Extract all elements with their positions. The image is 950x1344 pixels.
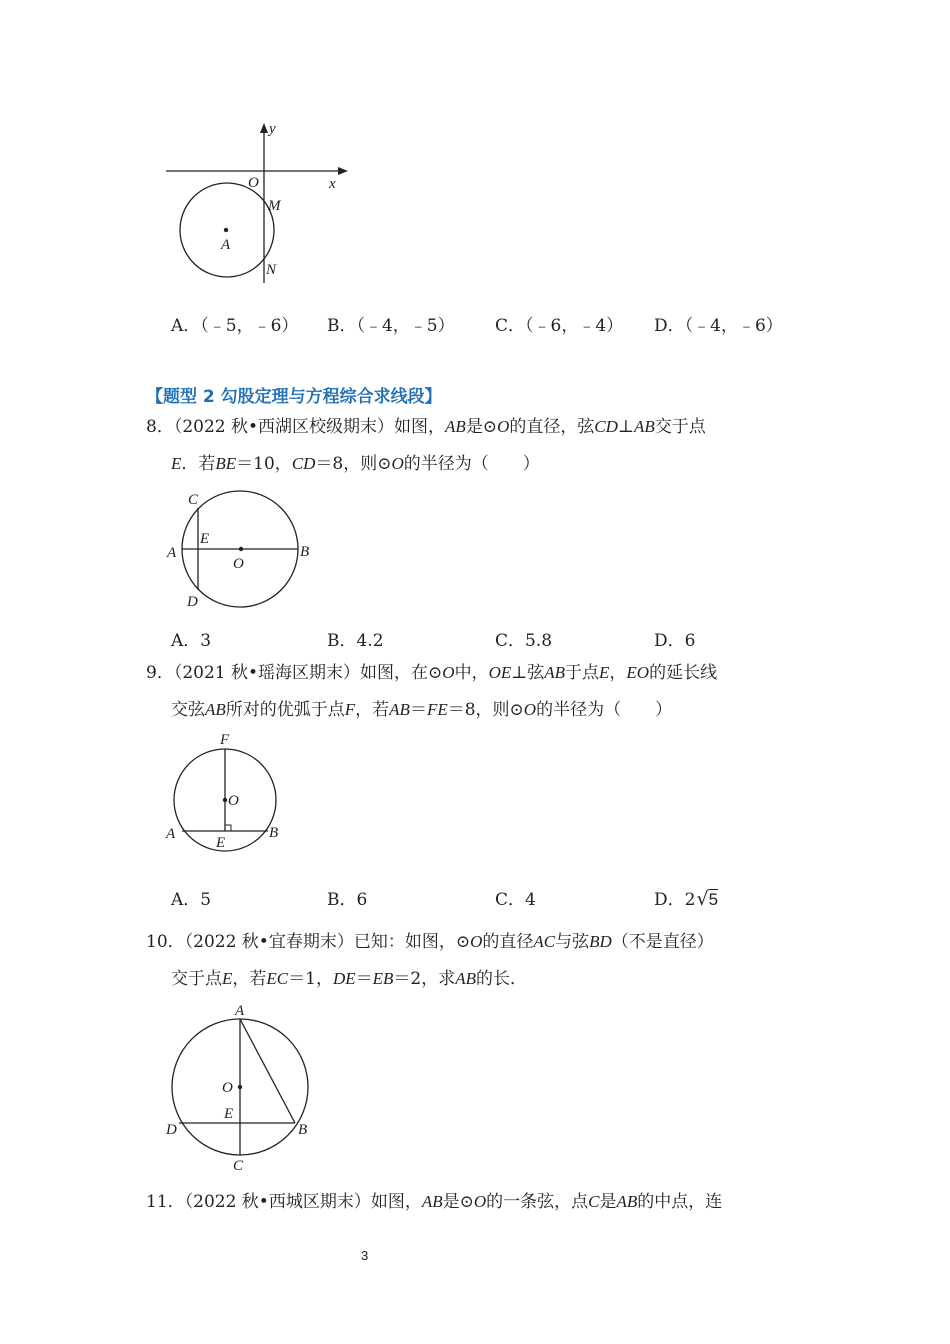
label-d: D: [166, 1122, 177, 1138]
segment-ab: [240, 1019, 295, 1123]
q9-option-a: A．5: [171, 890, 212, 910]
q8-var: CD: [594, 417, 618, 436]
label-b: B: [298, 1122, 308, 1138]
question-11-line-1: [146, 1191, 722, 1213]
right-angle-mark: [225, 825, 231, 831]
q11-number: 11．: [146, 1192, 185, 1212]
q9-option-c: C．4: [495, 890, 536, 910]
q8-var: O: [497, 417, 510, 436]
x-axis-arrow: [338, 167, 348, 175]
q10-text: ，若: [232, 969, 267, 989]
q9-text: 中，: [454, 663, 489, 683]
q8-var: O: [391, 454, 404, 473]
q9-var: OE: [488, 663, 512, 682]
sqrt-icon: √: [696, 888, 709, 910]
label-e: E: [200, 531, 210, 547]
q8-var: AB: [445, 417, 466, 436]
page-number: 3: [361, 1248, 369, 1263]
q10-number: 10．: [146, 932, 185, 952]
q7-option-c: C．（﹣6，﹣4）: [495, 316, 624, 336]
q10-text: 交于点: [171, 969, 222, 989]
q9-var: AB: [389, 700, 410, 719]
q10-var: E: [222, 969, 233, 988]
q9-option-d-radicand: 5: [708, 890, 719, 909]
label-a: A: [235, 1003, 245, 1019]
label-d: D: [187, 594, 198, 610]
q7-option-a: A．（﹣5，﹣6）: [171, 316, 299, 336]
figure-q9: [160, 728, 295, 853]
q8-var: CD: [291, 454, 316, 473]
q8-source: （2022 秋•西湖区校级期末）: [173, 417, 395, 437]
q9-text: ，若: [355, 700, 390, 720]
q8-text: 的半径为（ ）: [403, 454, 540, 474]
q10-var: O: [470, 932, 483, 951]
q9-var: O: [523, 700, 537, 719]
q8-option-b: B．4.2: [327, 631, 384, 651]
question-8-line-2: [171, 453, 540, 475]
label-m: M: [268, 198, 281, 214]
question-9-line-2: [171, 699, 672, 721]
q9-text: ⊥弦: [511, 663, 545, 683]
q9-var: AB: [205, 700, 226, 719]
q10-var: EC: [266, 969, 289, 988]
q11-var: O: [473, 1192, 487, 1211]
center-point-o: [239, 547, 243, 551]
label-f: F: [220, 732, 230, 748]
q9-option-d: [654, 885, 718, 910]
q7-option-d: D．（﹣4，﹣6）: [654, 316, 783, 336]
label-b: B: [300, 544, 310, 560]
q10-var: EB: [372, 969, 394, 988]
q9-text: ＝: [409, 700, 427, 720]
center-point-a: [224, 228, 228, 232]
question-9-line-1: [146, 662, 717, 684]
q8-text: ＝8，则⊙: [315, 454, 392, 474]
question-10-line-1: [146, 931, 714, 953]
q10-var: AB: [455, 969, 477, 988]
q10-text: 已知：如图，⊙: [353, 932, 471, 952]
label-a: A: [167, 545, 177, 561]
label-a: A: [166, 826, 176, 842]
q10-var: BD: [589, 932, 612, 951]
q9-text: ＝8，则⊙: [447, 700, 524, 720]
figure-q7: [160, 115, 360, 290]
q10-text: ＝: [355, 969, 373, 989]
q11-text: 如图，: [370, 1192, 422, 1212]
q9-var: EO: [626, 663, 650, 682]
q9-text: 如图，在⊙: [360, 663, 443, 683]
q8-text: ＝10，: [236, 454, 292, 474]
q11-var: AB: [616, 1192, 638, 1211]
q8-number: 8．: [146, 417, 174, 437]
label-b: B: [269, 825, 279, 841]
label-c: C: [188, 492, 199, 508]
q11-text: 是: [599, 1192, 617, 1212]
label-o: O: [228, 793, 239, 809]
q8-text: 的直径，弦: [509, 417, 595, 437]
q10-text: 的直径: [482, 932, 534, 952]
q9-text: ，: [609, 663, 627, 683]
q11-var: AB: [421, 1192, 443, 1211]
q9-text: 于点: [565, 663, 600, 683]
q8-text: 交于点: [654, 417, 706, 437]
q9-text: 的延长线: [649, 663, 718, 683]
q9-var: E: [599, 663, 610, 682]
q9-source: （2021 秋•瑶海区期末）: [173, 663, 361, 683]
q10-text: ＝1，: [288, 969, 333, 989]
q10-text: 与弦: [555, 932, 590, 952]
label-o: O: [248, 175, 259, 191]
q10-var: DE: [332, 969, 356, 988]
label-a: A: [221, 237, 231, 253]
q8-var: BE: [215, 454, 237, 473]
q10-text: ＝2，求: [393, 969, 456, 989]
q11-text: 的中点，连: [637, 1192, 723, 1212]
q10-source: （2022 秋•宜春期末）: [184, 932, 354, 952]
q9-var: FE: [426, 700, 448, 719]
y-axis-arrow: [260, 123, 268, 133]
label-c: C: [233, 1158, 244, 1174]
q8-option-d: D．6: [654, 631, 696, 651]
figure-q8: [160, 480, 330, 615]
label-o: O: [222, 1080, 233, 1096]
q9-text: 的半径为（ ）: [536, 700, 673, 720]
q9-text: 所对的优弧于点: [225, 700, 345, 720]
q10-var: AC: [533, 932, 556, 951]
center-point-o: [238, 1085, 242, 1089]
q10-text: （不是直径）: [611, 932, 714, 952]
q8-text: 是⊙: [465, 417, 498, 437]
q8-option-c: C．5.8: [495, 631, 553, 651]
q9-var: F: [344, 700, 356, 719]
q9-option-d-label: D．2: [654, 890, 696, 910]
q9-option-b: B．6: [327, 890, 368, 910]
q10-text: 的长．: [476, 969, 528, 989]
label-e: E: [216, 835, 226, 851]
q8-text: ⊥: [617, 417, 634, 437]
q9-var: AB: [544, 663, 566, 682]
question-10-line-2: [171, 968, 527, 990]
label-x: x: [329, 176, 336, 192]
figure-q10: [160, 1000, 320, 1178]
q8-var: AB: [633, 417, 655, 436]
label-e: E: [224, 1106, 234, 1122]
q7-option-b: B．（﹣4，﹣5）: [327, 316, 455, 336]
q8-option-a: A．3: [171, 631, 212, 651]
q9-number: 9．: [146, 663, 174, 683]
q8-text: 如图，: [394, 417, 446, 437]
q9-var: O: [442, 663, 455, 682]
question-8-line-1: [146, 416, 706, 438]
label-y: y: [269, 121, 276, 137]
q11-text: 的一条弦，点: [486, 1192, 589, 1212]
q8-text: ．若: [181, 454, 216, 474]
label-n: N: [266, 262, 277, 278]
q11-source: （2022 秋•西城区期末）: [184, 1192, 371, 1212]
q11-text: 是⊙: [442, 1192, 474, 1212]
q11-var: C: [588, 1192, 600, 1211]
label-o: O: [233, 556, 244, 572]
q8-var: E: [171, 454, 182, 473]
section-heading: 【题型 2 勾股定理与方程综合求线段】: [146, 387, 442, 407]
center-point-o: [223, 798, 227, 802]
q9-text: 交弦: [171, 700, 205, 720]
